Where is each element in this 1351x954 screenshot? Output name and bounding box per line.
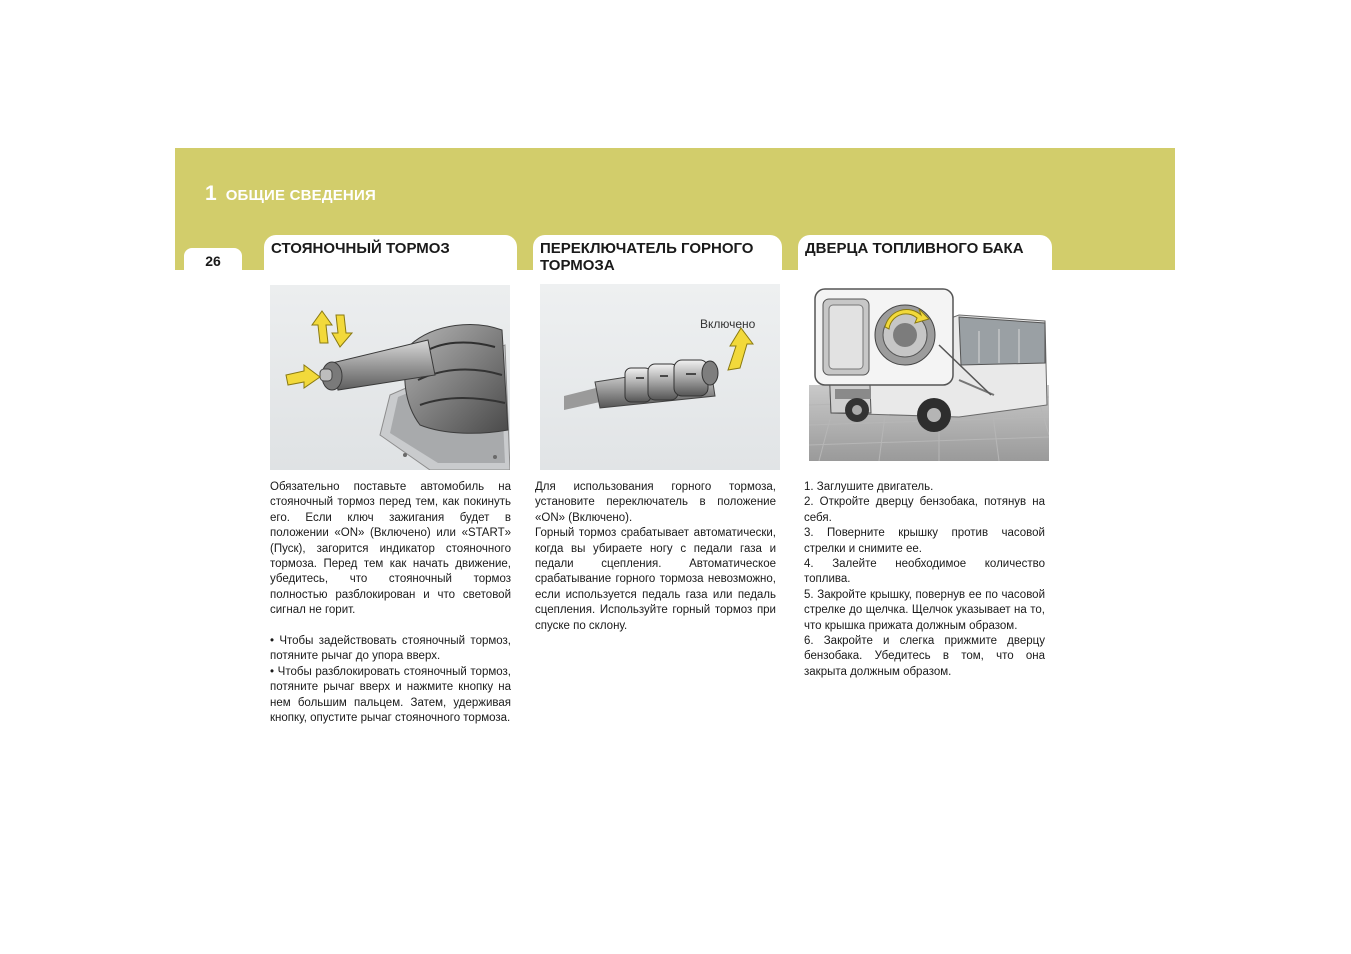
chapter-heading (205, 182, 376, 206)
fuel-door-step-2: 2. Откройте дверцу бензобака, потянув на себя. (804, 496, 1045, 524)
stalk-switch-illustration-icon (540, 284, 780, 470)
parking-brake-title-text: СТОЯНОЧНЫЙ ТОРМОЗ (271, 240, 450, 257)
page-number: 26 (184, 248, 242, 270)
mountain-brake-title-line1: ПЕРЕКЛЮЧАТЕЛЬ ГОРНОГО (540, 240, 754, 257)
stalk-switch-on-label: Включено (700, 317, 756, 331)
fuel-door-steps (804, 480, 1045, 680)
fuel-door-image (809, 285, 1049, 461)
fuel-door-step-6: 6. Закройте и слегка прижмите дверцу бензобака. Убедитесь в том, что она закрыта должным образом. (804, 635, 1045, 678)
fuel-door-title-text: ДВЕРЦА ТОПЛИВНОГО БАКА (805, 240, 1024, 257)
fuel-door-step-5: 5. Закройте крышку, повернув ее по часовой стрелке до щелчка. Щелчок указывает на то, что крышка прижата должным образом. (804, 588, 1045, 632)
fuel-door-step-3: 3. Поверните крышку против часовой стрелки и снимите ее. (804, 527, 1045, 555)
mountain-brake-image (540, 284, 780, 470)
parking-brake-image (270, 285, 510, 470)
mountain-brake-title-line2: ТОРМОЗА (540, 257, 615, 274)
fuel-door-step-4: 4. Залейте необходимое количество топлива. (804, 558, 1045, 586)
chapter-title: ОБЩИЕ СВЕДЕНИЯ (225, 187, 376, 204)
section-title-fuel-door (798, 235, 1052, 270)
parking-brake-bullet-engage: • Чтобы задействовать стояночный тормоз, потяните рычаг до упора вверх. (270, 635, 511, 663)
bus-fuel-door-illustration-icon (809, 285, 1049, 461)
section-title-mountain-brake (533, 235, 782, 274)
parking-brake-lever-illustration-icon (270, 285, 510, 470)
mountain-brake-paragraph-2: Горный тормоз срабатывает автоматически, когда вы убираете ногу с педали газа и педали сцепления. Автоматическое срабатывание горного тормоза невозможно, если используется педаль газа или педаль сцепления. Используйте горный тормоз при спуске по склону. (535, 527, 776, 632)
mountain-brake-text (535, 480, 776, 634)
parking-brake-paragraph: Обязательно поставьте автомобиль на стояночный тормоз перед тем, как покинуть его. Если ключ зажигания будет в положении «ON» (Включено) или «START» (Пуск), загорится индикатор стояночного тормоза. Перед тем как начать движение, убедитесь, что стояночный тормоз полностью разблокирован и что световой сигнал не горит. (270, 481, 511, 617)
section-title-parking-brake (264, 235, 517, 270)
mountain-brake-paragraph-1: Для использования горного тормоза, установите переключатель в положение «ON» (Включено). (535, 481, 776, 524)
parking-brake-text (270, 480, 511, 726)
chapter-number: 1 (205, 182, 217, 205)
fuel-door-step-1: 1. Заглушите двигатель. (804, 481, 934, 493)
parking-brake-bullet-release: • Чтобы разблокировать стояночный тормоз, потяните рычаг вверх и нажмите кнопку на нем большим пальцем. Затем, удерживая кнопку, опустите рычаг стояночного тормоза. (270, 665, 511, 725)
